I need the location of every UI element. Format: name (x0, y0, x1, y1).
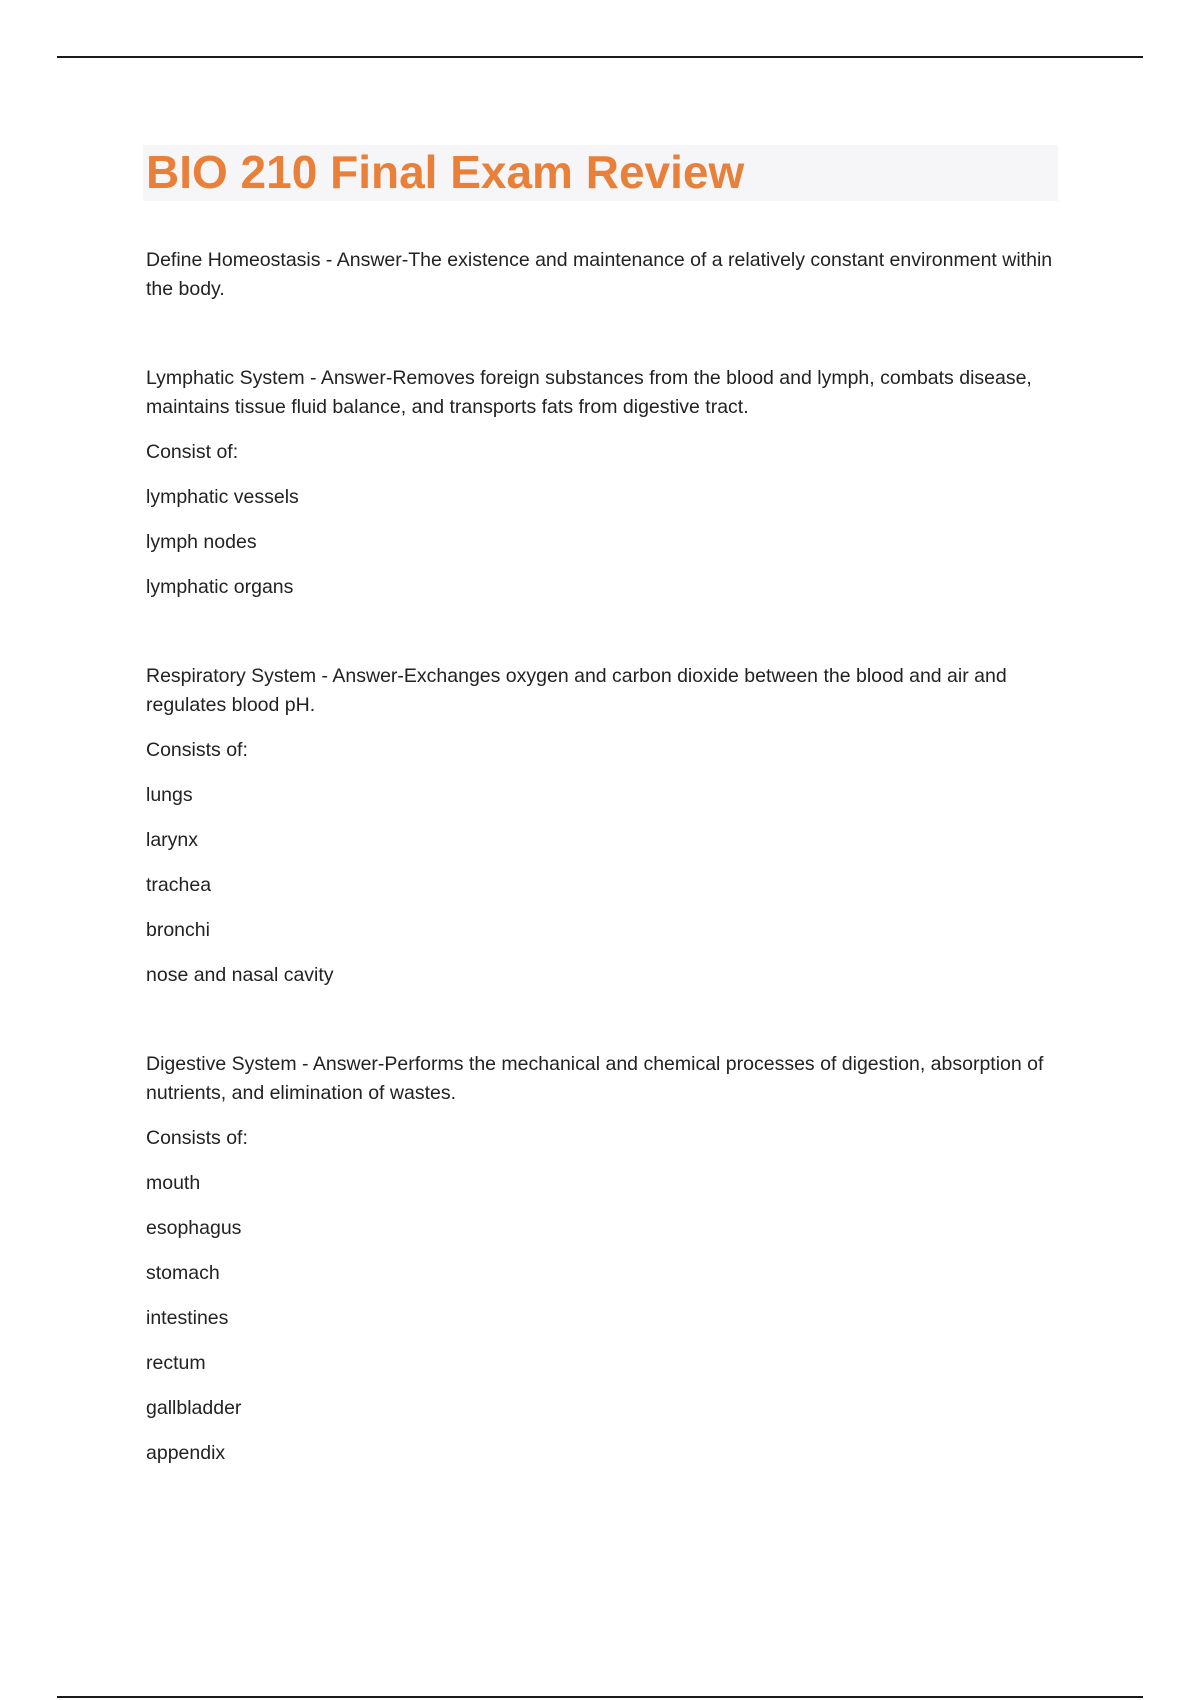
component-item: lymph nodes (146, 531, 257, 553)
component-list (146, 1169, 1066, 1468)
component-item: rectum (146, 1352, 206, 1374)
entry-respiratory-system (146, 662, 1066, 990)
component-item: esophagus (146, 1217, 242, 1239)
component-item: larynx (146, 829, 199, 851)
entry-lymphatic-system (146, 364, 1066, 602)
consists-label: Consists of: (146, 1127, 248, 1149)
review-content (146, 246, 1066, 1468)
component-item: lymphatic vessels (146, 486, 299, 508)
component-item: gallbladder (146, 1397, 242, 1419)
bottom-rule (57, 1696, 1143, 1698)
entry-definition: Lymphatic System - Answer-Removes foreign substances from the blood and lymph, combats disease, maintains tissue fluid balance, and transports fats from digestive tract. (146, 367, 1032, 418)
component-list (146, 781, 1066, 990)
component-list (146, 483, 1066, 602)
component-item: mouth (146, 1172, 201, 1194)
component-item: bronchi (146, 919, 210, 941)
component-item: trachea (146, 874, 212, 896)
component-item: intestines (146, 1307, 229, 1329)
consists-label: Consist of: (146, 441, 239, 463)
component-item: lymphatic organs (146, 576, 294, 598)
consists-label: Consists of: (146, 739, 248, 761)
component-item: appendix (146, 1442, 226, 1464)
component-item: stomach (146, 1262, 220, 1284)
entry-definition: Digestive System - Answer-Performs the mechanical and chemical processes of digestion, absorption of nutrients, and elimination of wastes. (146, 1053, 1044, 1104)
entry-definition: Define Homeostasis - Answer-The existence and maintenance of a relatively constant environment within the body. (146, 249, 1053, 300)
entry-digestive-system (146, 1050, 1066, 1468)
top-rule (57, 56, 1143, 58)
entry-definition: Respiratory System - Answer-Exchanges oxygen and carbon dioxide between the blood and air and regulates blood pH. (146, 665, 1007, 716)
component-item: lungs (146, 784, 193, 806)
entry-homeostasis (146, 246, 1066, 304)
component-item: nose and nasal cavity (146, 964, 334, 986)
page-title: BIO 210 Final Exam Review (146, 146, 745, 198)
